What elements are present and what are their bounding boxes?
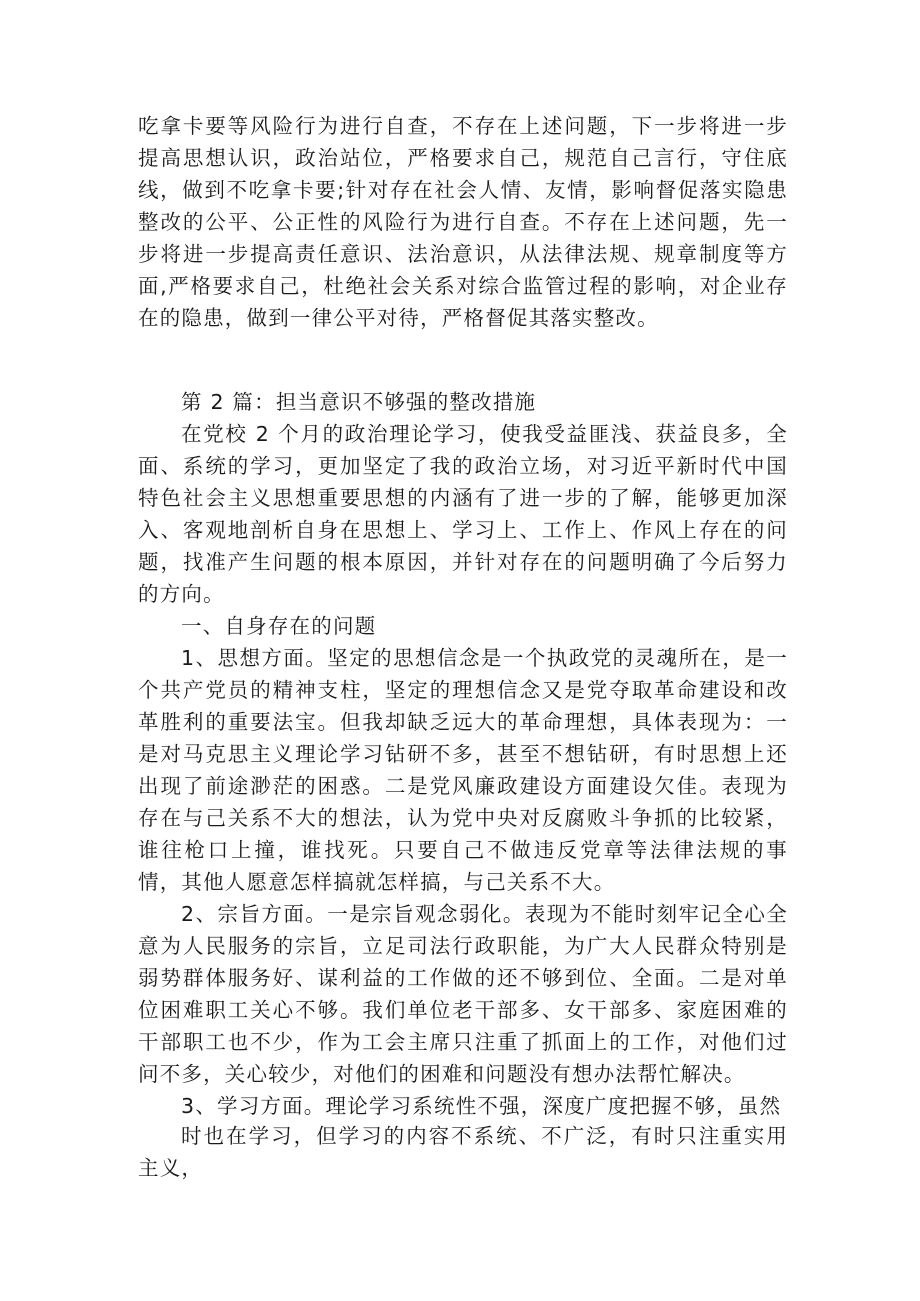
article-paragraph-1: 在党校 2 个月的政治理论学习，使我受益匪浅、获益良多，全面、系统的学习，更加坚定了我的政治立场，对习近平新时代中国特色社会主义思想重要思想的内涵有了进一步的了解，能够更加深入、客观地剖析自身在思想上、学习上、工作上、作风上存在的问题，找准产生问题的根本原因，并针对存在的问题明确了今后努力的方向。 (138, 422, 788, 606)
intro-paragraph: 吃拿卡要等风险行为进行自查，不存在上述问题，下一步将进一步提高思想认识，政治站位，严格要求自己，规范自己言行，守住底线，做到不吃拿卡要;针对存在社会人情、友情，影响督促落实隐患整改的公平、公正性的风险行为进行自查。不存在上述问题，先一步将进一步提高责任意识、法治意识，从法律法规、规章制度等方面,严格要求自己，杜绝社会关系对综合监管过程的影响，对企业存在的隐患，做到一律公平对待，严格督促其落实整改。 (138, 114, 788, 330)
article-heading: 第 2 篇：担当意识不够强的整改措施 (181, 390, 537, 414)
section-1-title: 一、自身存在的问题 (181, 614, 377, 638)
article-section (138, 386, 788, 1122)
continued-section (138, 1120, 788, 1184)
item-1-paragraph: 1、思想方面。坚定的思想信念是一个执政党的灵魂所在，是一个共产党员的精神支柱，坚定的理想信念又是党夺取革命建设和改革胜利的重要法宝。但我却缺乏远大的革命理想，具体表现为：一是对马克思主义理论学习钻研不多，甚至不想钻研，有时思想上还出现了前途渺茫的困惑。二是党风廉政建设方面建设欠佳。表现为存在与己关系不大的想法，认为党中央对反腐败斗争抓的比较紧，谁往枪口上撞，谁找死。只要自己不做违反党章等法律法规的事情，其他人愿意怎样搞就怎样搞，与己关系不大。 (138, 646, 788, 894)
intro-section (138, 110, 788, 334)
continued-paragraph: 时也在学习，但学习的内容不系统、不广泛，有时只注重实用主义， (138, 1124, 788, 1180)
item-2-paragraph: 2、宗旨方面。一是宗旨观念弱化。表现为不能时刻牢记全心全意为人民服务的宗旨，立足司法行政职能，为广大人民群众特别是弱势群体服务好、谋利益的工作做的还不够到位、全面。二是对单位困难职工关心不够。我们单位老干部多、女干部多、家庭困难的干部职工也不少，作为工会主席只注重了抓面上的工作，对他们过问不多，关心较少，对他们的困难和问题没有想办法帮忙解决。 (138, 902, 788, 1086)
item-3-paragraph: 3、学习方面。理论学习系统性不强，深度广度把握不够，虽然 (181, 1094, 782, 1118)
